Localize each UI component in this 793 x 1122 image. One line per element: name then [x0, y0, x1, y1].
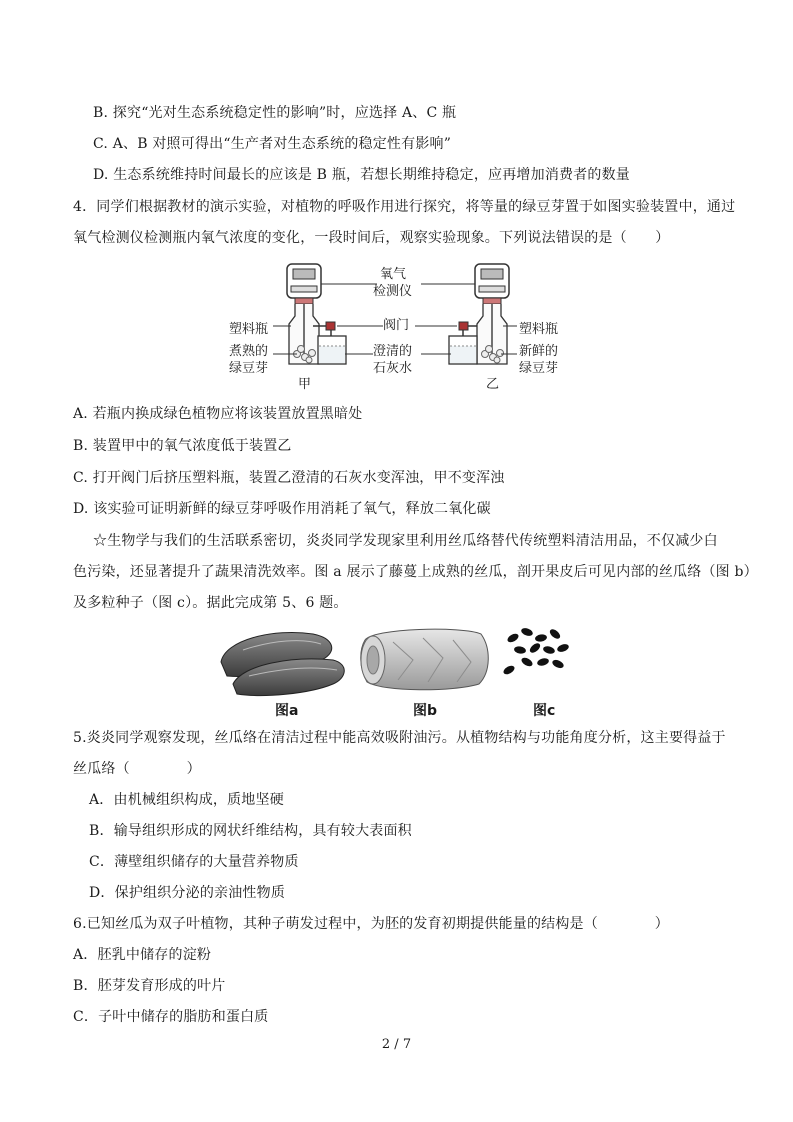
label-plastic-bottle-left: 塑料瓶: [229, 322, 269, 337]
q5-option-b: B．输导组织形成的网状纤维结构，具有较大表面积: [89, 823, 412, 839]
luffa-seeds-image: [502, 627, 570, 676]
passage-line1: ☆生物学与我们的生活联系密切，炎炎同学发现家里利用丝瓜络替代传统塑料清洁用品，不仅减少白: [93, 533, 718, 549]
label-plastic-bottle-right: 塑料瓶: [519, 322, 559, 337]
q6-stem: 6.已知丝瓜为双子叶植物，其种子萌发过程中，为胚的发育初期提供能量的结构是（ ）: [73, 916, 669, 932]
q4-stem-line2: 氧气检测仪检测瓶内氧气浓度的变化，一段时间后，观察实验现象。下列说法错误的是（ ）: [73, 230, 670, 246]
label-cooked-2: 绿豆芽: [229, 361, 269, 376]
label-valve: 阀门: [383, 318, 410, 333]
q4-option-c: C. 打开阀门后挤压塑料瓶，装置乙澄清的石灰水变浑浊，甲不变浑浊: [73, 470, 505, 486]
label-cooked-1: 煮熟的: [229, 344, 269, 359]
caption-fig-b: 图b: [413, 703, 438, 719]
dried-luffa-image: [221, 632, 344, 695]
label-limewater-1: 澄清的: [373, 344, 413, 359]
q3-option-c: C. A、B 对照可得出“生产者对生态系统的稳定性有影响”: [93, 136, 452, 152]
q6-option-b: B．胚芽发育形成的叶片: [73, 978, 226, 994]
label-yi: 乙: [486, 377, 500, 392]
page-number: 2 / 7: [381, 1037, 412, 1052]
luffa-figures: [213, 620, 583, 720]
label-detector: 检测仪: [373, 284, 413, 299]
q4-option-d: D. 该实验可证明新鲜的绿豆芽呼吸作用消耗了氧气，释放二氧化碳: [73, 501, 491, 517]
q5-stem-line2: 丝瓜络（ ）: [73, 761, 201, 777]
q3-option-b: B. 探究“光对生态系统稳定性的影响”时，应选择 A、C 瓶: [93, 105, 457, 121]
label-fresh-2: 绿豆芽: [519, 361, 559, 376]
q4-option-a: A. 若瓶内换成绿色植物应将该装置放置黑暗处: [73, 406, 363, 422]
right-tube-and-beaker: [449, 322, 477, 364]
label-jia: 甲: [298, 377, 312, 392]
luffa-drawings: [213, 620, 583, 698]
passage-line2: 色污染，还显著提升了蔬果清洗效率。图 a 展示了藤蔓上成熟的丝瓜，剖开果皮后可见内部的丝瓜络（图 b）: [73, 564, 758, 580]
respiration-apparatus-figure: [225, 258, 575, 400]
q5-option-d: D．保护组织分泌的亲油性物质: [89, 885, 286, 901]
luffa-sponge-image: [361, 629, 489, 690]
label-limewater-2: 石灰水: [373, 361, 413, 376]
left-oxygen-meter: [287, 264, 321, 304]
q5-option-c: C．薄壁组织储存的大量营养物质: [89, 854, 299, 870]
caption-fig-c: 图c: [533, 703, 556, 719]
q5-option-a: A．由机械组织构成，质地坚硬: [89, 792, 284, 808]
q6-option-a: A．胚乳中储存的淀粉: [73, 947, 212, 963]
q4-option-b: B. 装置甲中的氧气浓度低于装置乙: [73, 438, 292, 454]
q5-stem-line1: 5.炎炎同学观察发现，丝瓜络在清洁过程中能高效吸附油污。从植物结构与功能角度分析，这主要得益于: [73, 730, 726, 746]
q3-option-d: D. 生态系统维持时间最长的应该是 B 瓶，若想长期维持稳定，应再增加消费者的数量: [93, 167, 631, 183]
left-plastic-bottle: [289, 304, 319, 364]
q4-stem-line1: 4．同学们根据教材的演示实验，对植物的呼吸作用进行探究，将等量的绿豆芽置于如图实验装置中，通过: [73, 199, 736, 215]
right-plastic-bottle: [477, 304, 507, 364]
label-oxygen: 氧气: [380, 267, 407, 282]
right-oxygen-meter: [475, 264, 509, 304]
label-fresh-1: 新鲜的: [519, 344, 559, 359]
passage-line3: 及多粒种子（图 c）。据此完成第 5、6 题。: [73, 595, 348, 611]
caption-fig-a: 图a: [275, 703, 299, 719]
q6-option-c: C．子叶中储存的脂肪和蛋白质: [73, 1009, 269, 1025]
